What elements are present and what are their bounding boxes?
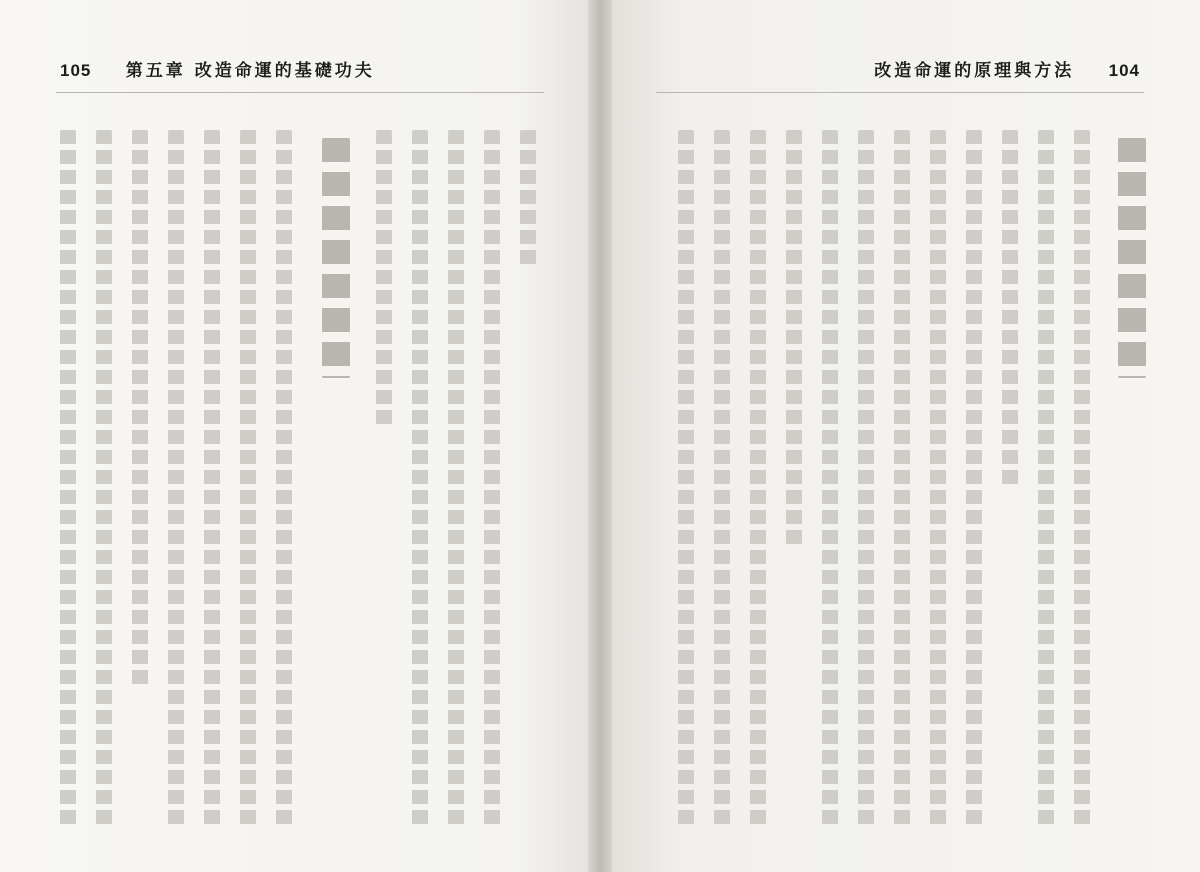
left-chapter-title: 第五章 改造命運的基礎功夫: [125, 61, 375, 81]
text-column: [240, 130, 256, 830]
text-column: [412, 130, 428, 830]
text-column: [750, 130, 766, 830]
text-column: [786, 130, 802, 550]
section-heading: [1118, 138, 1146, 378]
text-column: [822, 130, 838, 830]
text-column: [1002, 130, 1018, 490]
text-column: [204, 130, 220, 830]
text-column: [894, 130, 910, 830]
right-running-head: [874, 56, 1140, 81]
right-page: [612, 0, 1200, 872]
right-body-text: [678, 130, 1156, 840]
text-column: [484, 130, 500, 830]
right-page-number: 104: [1108, 61, 1140, 80]
book-gutter: [588, 0, 612, 872]
text-column: [1038, 130, 1054, 830]
right-head-rule: [656, 92, 1144, 93]
right-book-title: 改造命運的原理與方法: [874, 61, 1075, 81]
text-column: [448, 130, 464, 830]
text-column: [520, 130, 536, 270]
text-column: [276, 130, 292, 830]
text-column: [376, 130, 392, 430]
text-column: [168, 130, 184, 830]
left-page: [0, 0, 588, 872]
left-body-text: [60, 130, 546, 840]
text-column: [966, 130, 982, 830]
text-column: [96, 130, 112, 830]
text-column: [132, 130, 148, 690]
text-column: [858, 130, 874, 830]
text-column: [1074, 130, 1090, 830]
left-page-number: 105: [60, 61, 92, 80]
text-column: [60, 130, 76, 830]
text-column: [678, 130, 694, 830]
text-column: [714, 130, 730, 830]
section-heading: [322, 138, 350, 378]
left-running-head: [60, 56, 375, 81]
left-head-rule: [56, 92, 544, 93]
text-column: [930, 130, 946, 830]
